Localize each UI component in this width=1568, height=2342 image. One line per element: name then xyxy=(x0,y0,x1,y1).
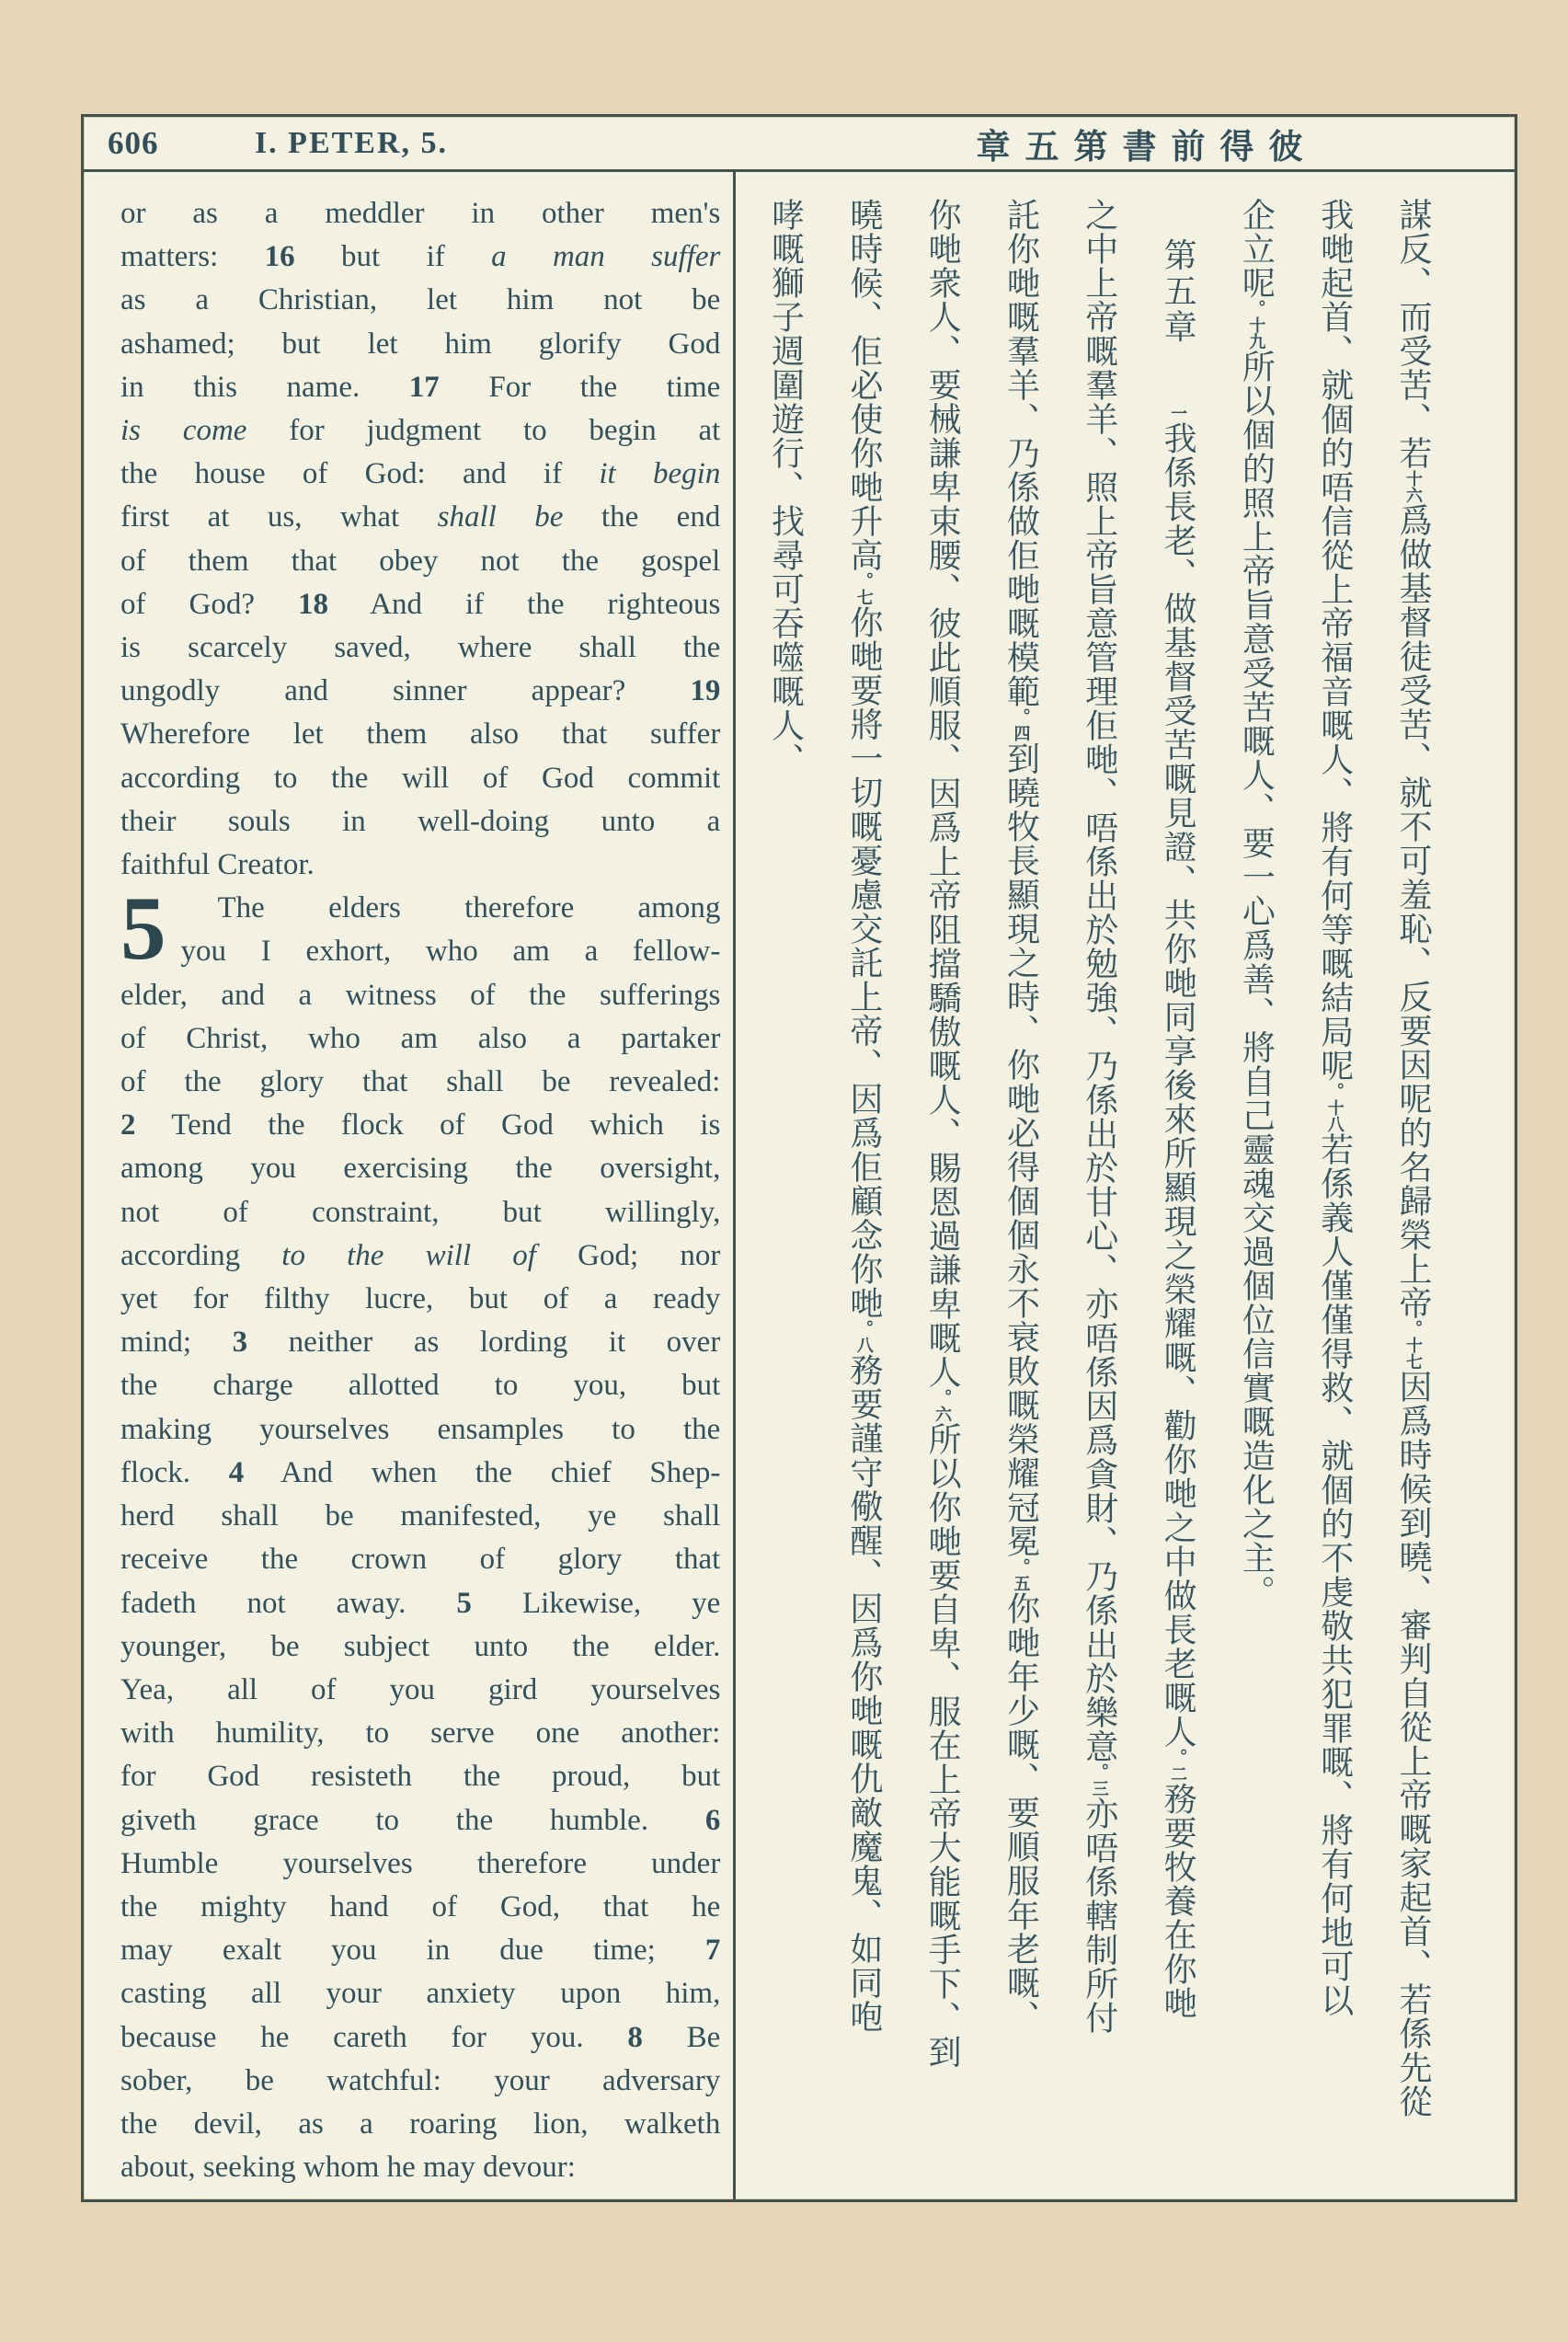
text-line xyxy=(120,1278,720,1321)
verse-marker: 。三 xyxy=(1090,1763,1109,1797)
text-line xyxy=(120,453,720,496)
text-line xyxy=(120,2146,720,2189)
text-run: And if the righteous xyxy=(327,587,721,621)
chapter-number-dropcap: 5 xyxy=(120,878,166,980)
verse-marker: 。十七 xyxy=(1404,1320,1423,1370)
text-run: Tend the flock of God which is xyxy=(135,1108,721,1142)
text-line xyxy=(120,930,720,973)
text-line xyxy=(120,2016,720,2060)
verse-number: 3 xyxy=(232,1326,248,1360)
chinese-text-run: 若係義人僅僅得救、就個的不虔敬共犯罪嘅、將有何地可以 xyxy=(1316,1132,1354,2017)
text-line xyxy=(120,1843,720,1886)
text-run: Humble yourselves therefore under xyxy=(120,1846,721,1880)
text-line xyxy=(120,1408,720,1452)
text-run: ashamed; but let him glorify God xyxy=(120,327,721,361)
text-line xyxy=(120,670,720,713)
text-line xyxy=(120,1669,720,1712)
verse-marker: 。六 xyxy=(933,1389,953,1422)
chinese-text-run: 因爲時候到曉、審判自從上帝嘅家起首、若係先從 xyxy=(1395,1370,1432,2118)
text-run: first at us, what xyxy=(120,500,438,534)
chinese-text-run: 曉時候、佢必使你哋升高 xyxy=(845,198,883,572)
text-line xyxy=(120,1625,720,1669)
text-run: the house of God: and if xyxy=(120,457,600,491)
text-run: the mighty hand of God, that he xyxy=(120,1889,721,1923)
text-run: as a Christian, let him not be xyxy=(120,283,721,317)
chinese-text-run: 務要謹守儆醒、因爲你哋嘅仇敵魔鬼、如同咆 xyxy=(845,1353,883,2034)
verse-number: 5 xyxy=(456,1586,472,1620)
text-line xyxy=(120,1191,720,1234)
header-title-chinese: 章五第書前得彼 xyxy=(976,128,1318,166)
verse-number: 17 xyxy=(408,370,440,404)
text-line xyxy=(120,1755,720,1798)
italic-text: a man suffer xyxy=(491,240,721,274)
text-line xyxy=(120,1886,720,1929)
verse-marker: 。五 xyxy=(1012,1558,1031,1591)
chinese-text-run: 務要牧養在你哋 xyxy=(1160,1781,1197,2020)
chinese-column xyxy=(924,198,961,2183)
chinese-text-run: 之中上帝嘅羣羊、照上帝旨意管理佢哋、唔係出於勉強、乃係出於甘心、亦唔係因爲貪財、乃係出於樂意 xyxy=(1081,198,1118,1763)
chinese-column xyxy=(1395,198,1432,2183)
verse-number: 2 xyxy=(120,1108,136,1142)
italic-text: is come xyxy=(120,414,247,448)
text-run: the devil, as a roaring lion, walketh xyxy=(120,2107,721,2141)
text-line xyxy=(120,844,720,887)
text-run: flock. xyxy=(120,1455,229,1489)
verse-number: 7 xyxy=(704,1934,721,1968)
text-line xyxy=(120,1017,720,1061)
text-line xyxy=(120,800,720,844)
text-line xyxy=(120,366,720,409)
chinese-text-run: 哮嘅獅子週圍遊行、找尋可吞噬嘅人、 xyxy=(767,198,805,776)
chinese-text-run: 你哋要將一切嘅憂慮交託上帝、因爲佢顧念你哋 xyxy=(845,605,883,1320)
text-run: Likewise, ye xyxy=(471,1586,721,1620)
text-run: in this name. xyxy=(120,370,409,404)
text-line xyxy=(120,1061,720,1104)
text-run: of God? xyxy=(120,587,298,621)
text-run: mind; xyxy=(120,1326,233,1360)
text-line xyxy=(120,1972,720,2015)
text-line xyxy=(120,1147,720,1190)
verse-marker: 。二 xyxy=(1169,1748,1188,1782)
italic-text: shall be xyxy=(437,500,564,534)
verse-number: 18 xyxy=(297,587,328,621)
verse-marker: 一 xyxy=(1169,404,1188,421)
page-body xyxy=(84,172,1515,2199)
verse-marker: 。八 xyxy=(854,1320,874,1353)
text-run: according to the will of God commit xyxy=(120,761,721,795)
chinese-column xyxy=(1002,198,1039,2183)
text-run: may exalt you in due time; xyxy=(120,1934,705,1968)
chinese-column xyxy=(1081,198,1117,2183)
chinese-text-run: 謀反、而受苦、若 xyxy=(1395,198,1432,470)
text-run: sober, be watchful: your adversary xyxy=(120,2063,721,2097)
italic-text: it begin xyxy=(599,457,721,491)
text-run: about, seeking whom he may devour: xyxy=(120,2151,576,2185)
text-run: not of constraint, but willingly, xyxy=(120,1195,721,1229)
text-run: the end xyxy=(563,500,721,534)
text-line xyxy=(120,279,720,322)
chinese-text-run: 所以你哋要自卑、服在上帝大能嘅手下、到 xyxy=(924,1422,962,2069)
text-run: for God resisteth the proud, but xyxy=(120,1760,721,1794)
text-run: herd shall be manifested, ye shall xyxy=(120,1499,721,1533)
text-run: For the time xyxy=(439,370,721,404)
text-line xyxy=(120,540,720,583)
text-run: younger, be subject unto the elder. xyxy=(120,1629,721,1663)
text-line xyxy=(120,1364,720,1407)
text-run: their souls in well-doing unto a xyxy=(120,804,721,838)
paragraph xyxy=(120,878,721,2189)
chinese-text-run: 你哋衆人、要械謙卑束腰、彼此順服、因爲上帝阻擋驕傲嘅人、賜恩過謙卑嘅人 xyxy=(924,198,962,1389)
vertical-spacer xyxy=(1162,198,1195,237)
chinese-column xyxy=(846,198,883,2183)
vertical-spacer xyxy=(1162,345,1195,405)
text-run: the charge allotted to you, but xyxy=(120,1369,721,1403)
text-run: Wherefore let them also that suffer xyxy=(120,718,721,752)
text-line xyxy=(120,2103,720,2146)
text-line xyxy=(120,323,720,366)
chinese-column xyxy=(1316,198,1353,2183)
chinese-text-run: 託你哋嘅羣羊、乃係做佢哋嘅模範 xyxy=(1002,198,1040,708)
text-line xyxy=(120,713,720,756)
text-line xyxy=(120,887,720,930)
text-run: The elders therefore among xyxy=(217,891,721,925)
verse-number: 8 xyxy=(627,2020,643,2054)
text-run: of Christ, who am also a partaker xyxy=(120,1021,721,1055)
text-line xyxy=(120,1929,720,1972)
text-line xyxy=(120,1582,720,1625)
page-number: 606 xyxy=(108,124,159,161)
text-run: God; nor xyxy=(535,1238,721,1272)
verse-marker: 。十八 xyxy=(1325,1083,1345,1132)
text-line xyxy=(120,626,720,670)
page-header xyxy=(84,117,1515,172)
text-run: yet for filthy lucre, but of a ready xyxy=(120,1282,721,1316)
text-line xyxy=(120,974,720,1017)
text-line xyxy=(120,583,720,626)
text-run: for judgment to begin at xyxy=(246,414,721,448)
paragraph xyxy=(120,192,720,887)
text-run: or as a meddler in other men's xyxy=(120,197,721,230)
text-run: you I exhort, who am a fellow- xyxy=(180,935,721,969)
text-run: is scarcely saved, where shall the xyxy=(120,631,721,665)
chinese-column xyxy=(767,198,804,2183)
text-run: of them that obey not the gospel xyxy=(120,544,721,578)
verse-number: 4 xyxy=(228,1455,245,1489)
verse-number: 16 xyxy=(264,240,295,274)
text-line xyxy=(120,1321,720,1364)
verse-marker: 。四 xyxy=(1012,708,1031,741)
text-run: Be xyxy=(642,2020,721,2054)
text-line xyxy=(120,496,720,539)
text-line xyxy=(120,2060,720,2103)
chinese-text-run: 企立呢 xyxy=(1238,198,1276,300)
text-run: because he careth for you. xyxy=(120,2020,628,2054)
text-run: neither as lording it over xyxy=(247,1326,721,1360)
text-run: faithful Creator. xyxy=(120,848,315,882)
text-run: according xyxy=(120,1238,282,1272)
text-run: fadeth not away. xyxy=(120,1586,457,1620)
text-line xyxy=(120,1538,720,1581)
text-line xyxy=(120,1104,720,1147)
chinese-text-run: 爲做基督徒受苦、就不可羞恥、反要因呢的名歸榮上帝 xyxy=(1395,503,1432,1320)
english-column xyxy=(84,172,733,2199)
verse-marker: 。七 xyxy=(854,572,874,605)
text-line xyxy=(120,1234,720,1278)
chinese-text-run: 所以個的照上帝旨意受苦嘅人、要一心爲善、將自己靈魂交過個位信實嘅造化之主。 xyxy=(1238,350,1276,1609)
text-run: among you exercising the oversight, xyxy=(120,1152,721,1186)
chinese-column xyxy=(1160,198,1196,2183)
verse-number: 6 xyxy=(704,1803,721,1837)
chinese-text-run: 亦唔係轄制所付 xyxy=(1081,1797,1118,2035)
text-run: but if xyxy=(294,240,492,274)
text-line xyxy=(120,1799,720,1843)
verse-number: 19 xyxy=(690,674,721,708)
italic-text: to the will of xyxy=(281,1238,536,1272)
chinese-text-run: 我係長老、做基督受苦嘅見證、共你哋同享後來所顯現之榮耀嘅、勸你哋之中做長老嘅人 xyxy=(1160,420,1197,1749)
text-line xyxy=(120,1452,720,1495)
chinese-text-run: 到曉牧長顯現之時、你哋必得個個永不衰敗嘅榮耀冠冕 xyxy=(1002,741,1040,1558)
text-run: giveth grace to the humble. xyxy=(120,1803,705,1837)
chinese-text-run: 你哋年少嘅、要順服年老嘅、 xyxy=(1002,1591,1040,2034)
page-sheet xyxy=(81,114,1517,2202)
text-run: And when the chief Shep- xyxy=(244,1455,721,1489)
chinese-text-run: 我哋起首、就個的唔信從上帝福音嘅人、將有何等嘅結局呢 xyxy=(1316,198,1354,1083)
text-run: with humility, to serve one another: xyxy=(120,1716,721,1751)
text-line xyxy=(120,235,720,279)
verse-marker: 十六 xyxy=(1404,470,1423,503)
text-line xyxy=(120,1712,720,1755)
text-line xyxy=(120,1495,720,1538)
text-line xyxy=(120,757,720,800)
text-run: ungodly and sinner appear? xyxy=(120,674,691,708)
text-run: casting all your anxiety upon him, xyxy=(120,1977,721,2011)
text-run: of the glory that shall be revealed: xyxy=(120,1065,721,1099)
text-run: matters: xyxy=(120,240,265,274)
chapter-heading: 第五章 xyxy=(1160,237,1197,346)
chinese-text xyxy=(736,172,1515,2199)
text-line xyxy=(120,192,720,235)
text-run: making yourselves ensamples to the xyxy=(120,1412,721,1446)
text-run: receive the crown of glory that xyxy=(120,1543,721,1577)
text-line xyxy=(120,409,720,453)
verse-marker: 。十九 xyxy=(1247,300,1266,350)
text-run: Yea, all of you gird yourselves xyxy=(120,1672,721,1706)
header-title-english: I. PETER, 5. xyxy=(254,125,449,160)
chinese-column xyxy=(1238,198,1275,2183)
text-run: elder, and a witness of the sufferings xyxy=(120,978,721,1012)
